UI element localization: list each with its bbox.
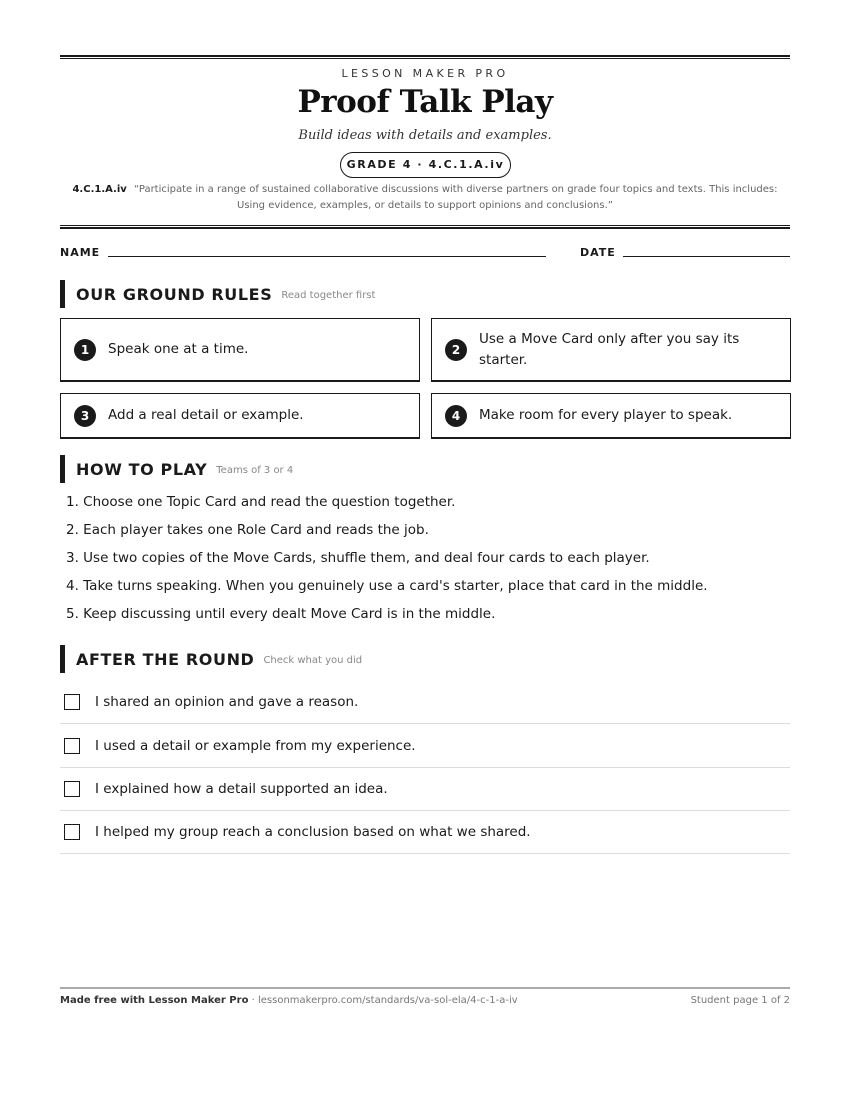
section-note: Check what you did <box>263 655 363 666</box>
rule-number-badge: 1 <box>74 339 96 361</box>
rule-text: Use a Move Card only after you say its starter. <box>479 330 740 368</box>
footer-page-number: Student page 1 of 2 <box>690 995 790 1006</box>
header-top-rule <box>60 55 790 59</box>
checkbox[interactable] <box>64 824 80 840</box>
how-to-play-heading <box>60 455 293 483</box>
rule-number-badge: 2 <box>445 339 467 361</box>
header-bottom-rule <box>60 225 790 229</box>
rule-number-badge: 4 <box>445 405 467 427</box>
checkbox[interactable] <box>64 781 80 797</box>
grade-badge: GRADE 4 · 4.C.1.A.iv <box>340 152 511 178</box>
checklist-item <box>60 811 790 854</box>
ground-rule-card <box>431 393 791 439</box>
play-step: 3. Use two copies of the Move Cards, shuffle them, and deal four cards to each player. <box>66 550 650 566</box>
standard-description <box>70 182 780 214</box>
brand-name: LESSON MAKER PRO <box>341 67 509 80</box>
standard-text: “Participate in a range of sustained collaborative discussions with diverse partners on grade four topics and texts. This includes: Using evidence, examples, or details to support opinions and conclusions.” <box>133 184 778 211</box>
play-steps-list <box>66 492 786 632</box>
name-label: NAME <box>60 246 101 259</box>
rule-text: Add a real detail or example. <box>108 407 304 423</box>
checklist-text: I explained how a detail supported an idea. <box>95 781 388 797</box>
checklist-item <box>60 768 790 811</box>
date-label: DATE <box>580 246 616 259</box>
ground-rule-card <box>60 393 420 439</box>
worksheet-title: Proof Talk Play <box>297 84 553 120</box>
ground-rules-heading <box>60 280 375 308</box>
footer-separator: · <box>248 995 258 1006</box>
checklist-item <box>60 725 790 768</box>
ground-rule-card <box>60 318 420 382</box>
section-title: HOW TO PLAY <box>76 459 208 479</box>
checklist-item <box>60 681 790 724</box>
section-marker <box>60 280 65 308</box>
rule-text: Make room for every player to speak. <box>479 407 733 423</box>
checkbox[interactable] <box>64 694 80 710</box>
checklist-text: I used a detail or example from my experience. <box>95 738 416 754</box>
section-title: OUR GROUND RULES <box>76 284 273 304</box>
play-step: 1. Choose one Topic Card and read the question together. <box>66 494 456 510</box>
checkbox[interactable] <box>64 738 80 754</box>
footer-made-with: Made free with Lesson Maker Pro <box>60 995 249 1006</box>
section-note: Teams of 3 or 4 <box>216 465 294 476</box>
checklist-text: I shared an opinion and gave a reason. <box>95 694 359 710</box>
footer-credit <box>60 995 518 1006</box>
section-note: Read together first <box>281 290 376 301</box>
rule-text: Speak one at a time. <box>108 341 249 357</box>
footer-url[interactable]: lessonmakerpro.com/standards/va-sol-ela/4-c-1-a-iv <box>257 995 518 1006</box>
standard-code: 4.C.1.A.iv <box>72 184 127 195</box>
worksheet-subtitle: Build ideas with details and examples. <box>298 128 552 143</box>
name-field[interactable] <box>108 256 546 257</box>
section-marker <box>60 455 65 483</box>
checklist-text: I helped my group reach a conclusion based on what we shared. <box>95 824 531 840</box>
date-field[interactable] <box>623 256 790 257</box>
play-step: 2. Each player takes one Role Card and reads the job. <box>66 522 429 538</box>
footer-rule <box>60 987 790 989</box>
play-step: 4. Take turns speaking. When you genuinely use a card's starter, place that card in the middle. <box>66 578 708 594</box>
rule-number-badge: 3 <box>74 405 96 427</box>
section-marker <box>60 645 65 673</box>
ground-rule-card <box>431 318 791 382</box>
section-title: AFTER THE ROUND <box>76 649 255 669</box>
after-round-heading <box>60 645 362 673</box>
play-step: 5. Keep discussing until every dealt Move Card is in the middle. <box>66 606 496 622</box>
